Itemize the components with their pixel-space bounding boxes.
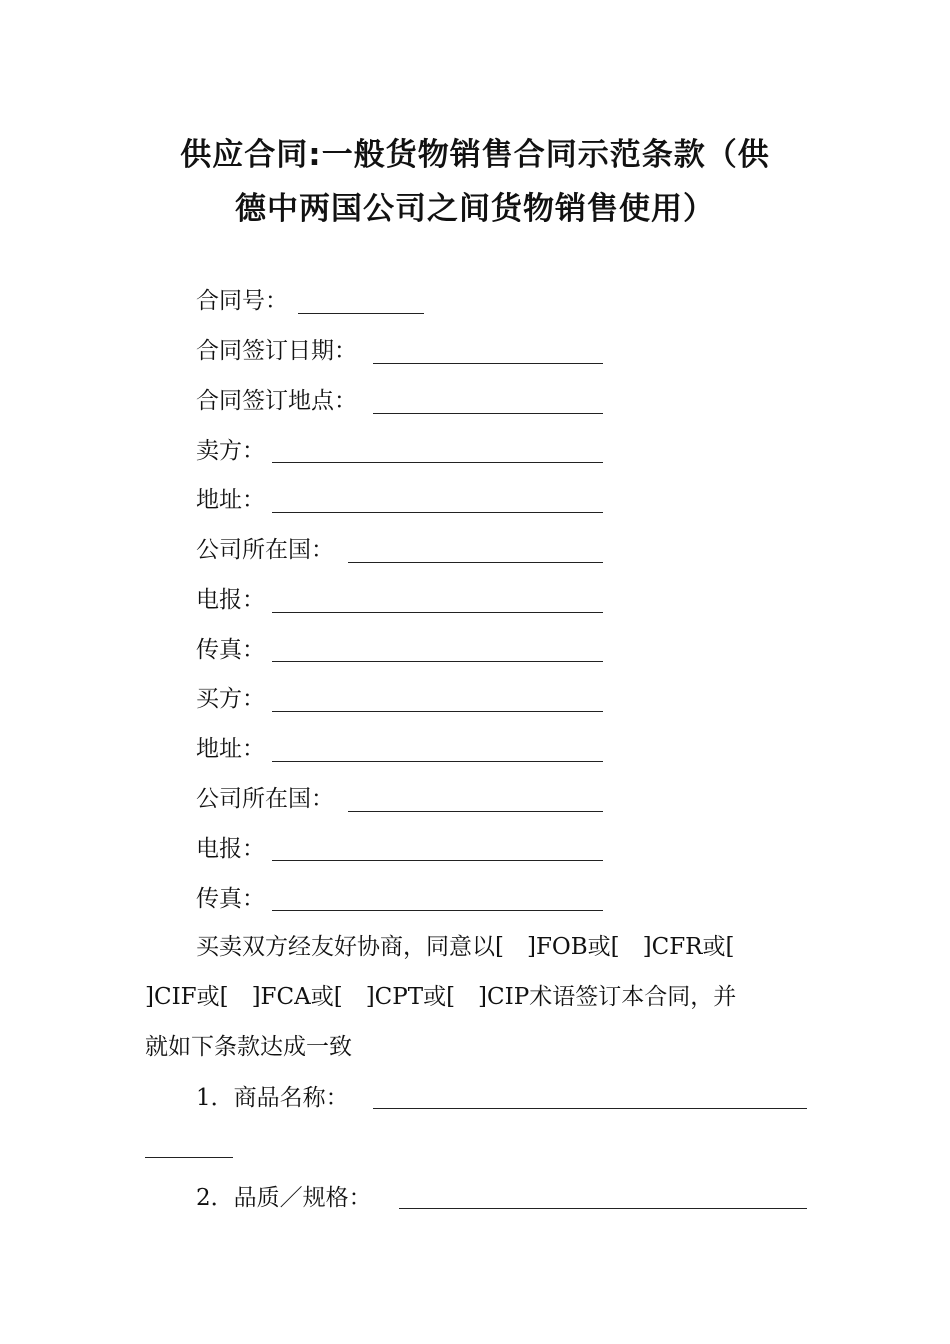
commodity-name-blank[interactable] — [373, 1108, 807, 1109]
field-label: 地址： — [196, 487, 265, 513]
field-label: 传真： — [196, 886, 265, 912]
field-label: 买方： — [196, 686, 265, 712]
buyer-fax-blank[interactable] — [272, 910, 603, 911]
seller-fax-blank[interactable] — [272, 661, 603, 662]
buyer-fax-field — [196, 882, 265, 916]
field-label: 地址： — [196, 736, 265, 762]
item-label: 2．品质／规格： — [196, 1185, 372, 1211]
buyer-telegram-field — [196, 832, 265, 866]
buyer-blank[interactable] — [272, 711, 603, 712]
field-label: 电报： — [196, 836, 265, 862]
field-label: 卖方： — [196, 438, 265, 464]
field-label: 传真： — [196, 637, 265, 663]
paragraph-line: 就如下条款达成一致 — [145, 1034, 352, 1060]
buyer-telegram-blank[interactable] — [272, 860, 603, 861]
seller-address-blank[interactable] — [272, 512, 603, 513]
item-commodity-name — [196, 1081, 349, 1115]
paragraph-line: ]CIF或[ ]FCA或[ ]CPT或[ ]CIP术语签订本合同，并 — [145, 984, 737, 1010]
document-title — [120, 128, 830, 236]
contract-number-blank[interactable] — [298, 313, 424, 314]
signing-date-blank[interactable] — [373, 363, 603, 364]
buyer-field — [196, 682, 265, 716]
field-label: 合同号： — [196, 288, 288, 314]
seller-country-field — [196, 533, 334, 567]
buyer-country-field — [196, 782, 334, 816]
buyer-address-field — [196, 732, 265, 766]
contract-number-field — [196, 284, 288, 318]
signing-place-blank[interactable] — [373, 413, 603, 414]
paragraph-line: 买卖双方经友好协商，同意以[ ]FOB或[ ]CFR或[ — [196, 934, 735, 960]
field-label: 公司所在国： — [196, 786, 334, 812]
title-line: 供应合同:一般货物销售合同示范条款（供 — [180, 137, 770, 173]
field-label: 公司所在国： — [196, 537, 334, 563]
buyer-country-blank[interactable] — [348, 811, 603, 812]
terms-paragraph — [145, 922, 807, 1072]
seller-telegram-field — [196, 583, 265, 617]
seller-address-field — [196, 483, 265, 517]
seller-telegram-blank[interactable] — [272, 612, 603, 613]
item-quality-spec — [196, 1181, 372, 1215]
commodity-name-blank-continued[interactable] — [145, 1157, 233, 1158]
seller-fax-field — [196, 633, 265, 667]
field-label: 合同签订日期： — [196, 338, 357, 364]
buyer-address-blank[interactable] — [272, 761, 603, 762]
item-label: 1．商品名称： — [196, 1085, 349, 1111]
field-label: 电报： — [196, 587, 265, 613]
seller-country-blank[interactable] — [348, 562, 603, 563]
seller-blank[interactable] — [272, 462, 603, 463]
signing-date-field — [196, 334, 357, 368]
title-line: 德中两国公司之间货物销售使用） — [235, 191, 715, 227]
seller-field — [196, 434, 265, 468]
signing-place-field — [196, 384, 357, 418]
field-label: 合同签订地点： — [196, 388, 357, 414]
quality-spec-blank[interactable] — [399, 1208, 807, 1209]
